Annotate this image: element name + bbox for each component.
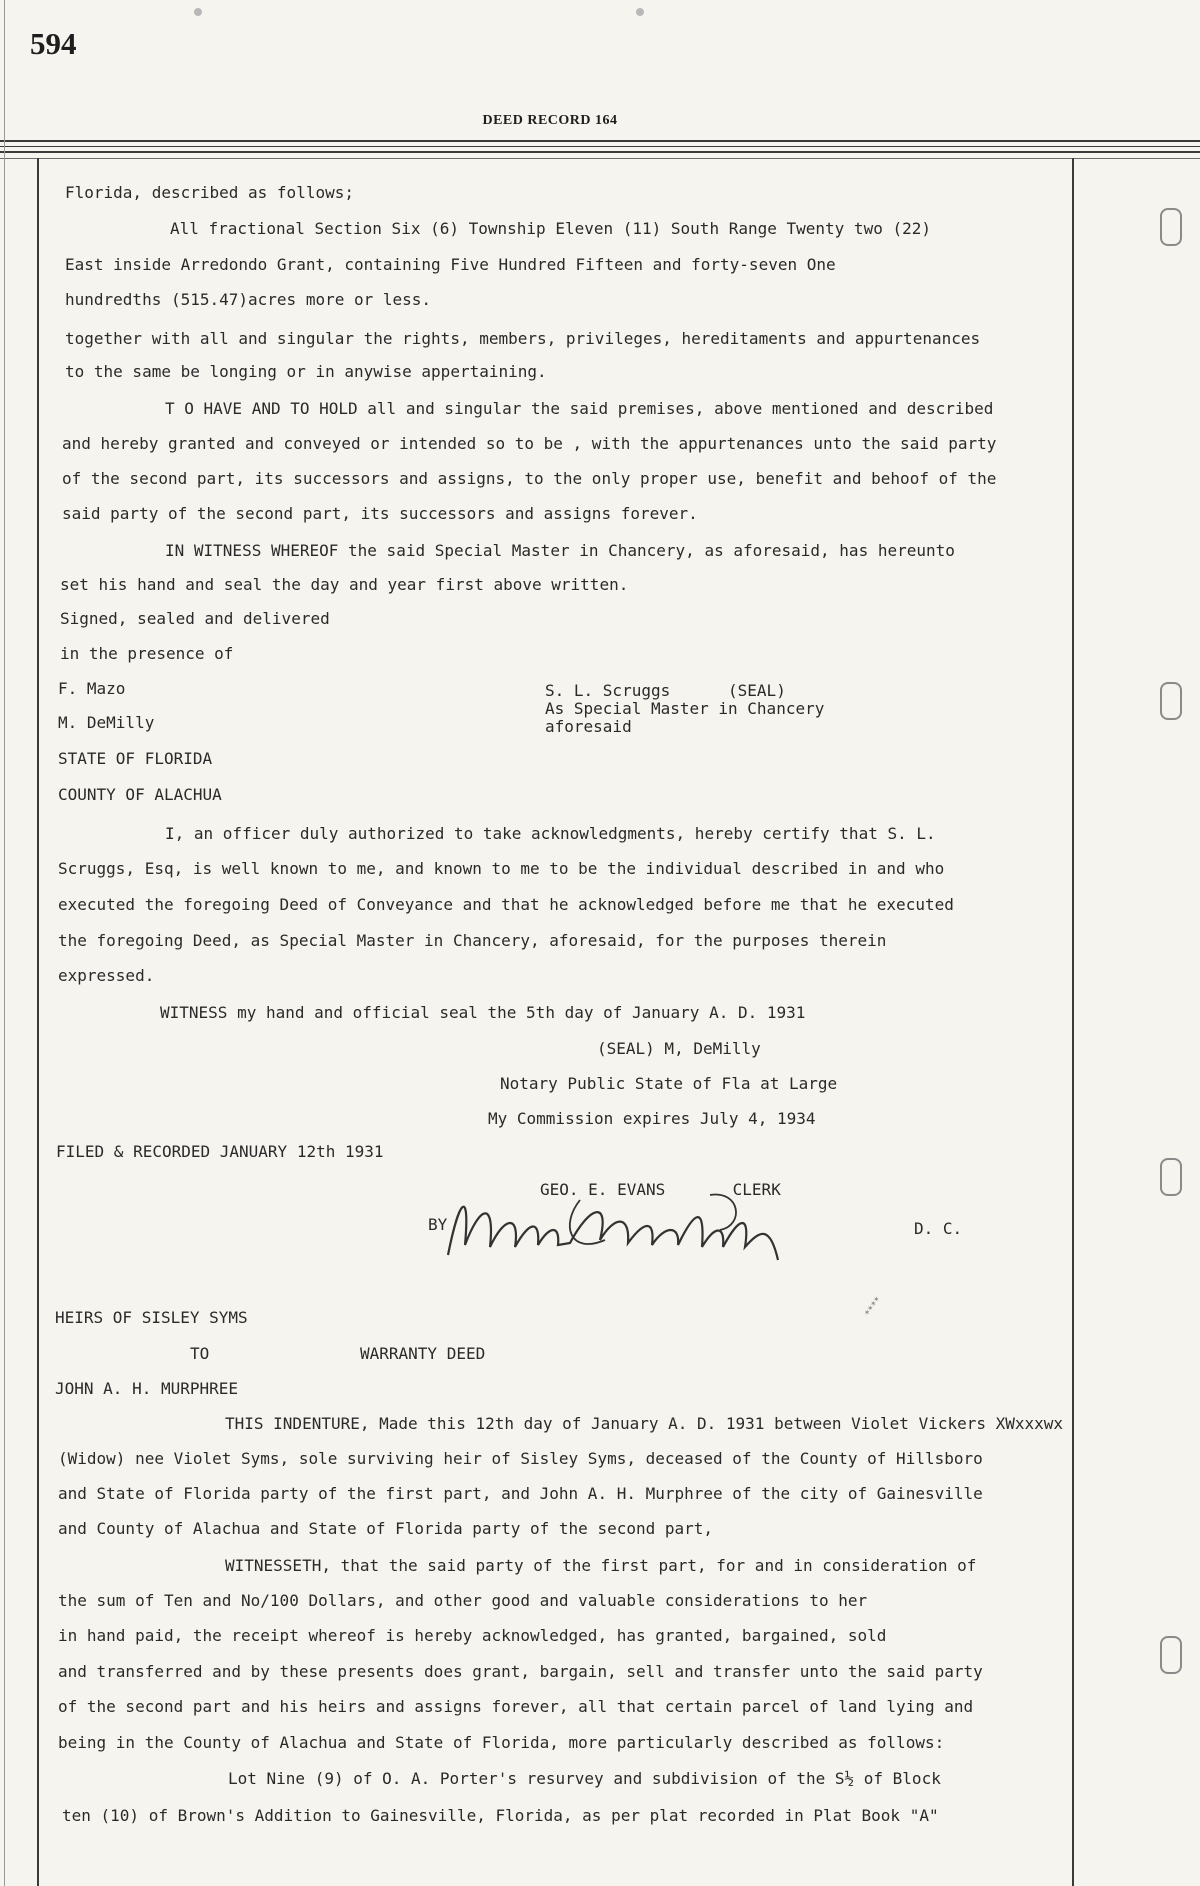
text-line: GEO. E. EVANS CLERK <box>540 1180 781 1199</box>
text-line: BY <box>428 1215 448 1234</box>
text-line: As Special Master in Chancery <box>545 699 825 718</box>
text-line: said party of the second part, its successors and assigns forever. <box>62 504 698 523</box>
text-line: expressed. <box>58 966 155 985</box>
text-line: the sum of Ten and No/100 Dollars, and other good and valuable considerations to her <box>58 1591 868 1610</box>
header-rule-top <box>0 140 1200 142</box>
header-rule-thin <box>0 158 1200 159</box>
text-line: East inside Arredondo Grant, containing Five Hundred Fifteen and forty-seven One <box>65 255 836 274</box>
text-line: M. DeMilly <box>58 713 155 732</box>
text-line: to the same be longing or in anywise appertaining. <box>65 362 547 381</box>
text-line: Signed, sealed and delivered <box>60 609 330 628</box>
text-line: executed the foregoing Deed of Conveyance and that he acknowledged before me that he executed <box>58 895 954 914</box>
text-line: JOHN A. H. MURPHREE <box>55 1379 239 1398</box>
text-line: (SEAL) M, DeMilly <box>597 1039 761 1058</box>
left-margin-line <box>37 158 39 1886</box>
clerk-signature <box>440 1185 820 1275</box>
text-line: All fractional Section Six (6) Township Eleven (11) South Range Twenty two (22) <box>170 219 931 238</box>
text-line: and State of Florida party of the first part, and John A. H. Murphree of the city of Gainesville <box>58 1484 983 1503</box>
text-line: Notary Public State of Fla at Large <box>500 1074 838 1093</box>
binder-ring <box>1160 1158 1182 1196</box>
stamp-mark: ✶✶✶✶ <box>862 1294 883 1318</box>
text-line: I, an officer duly authorized to take acknowledgments, hereby certify that S. L. <box>165 824 936 843</box>
binder-ring <box>1160 1636 1182 1674</box>
text-line: in hand paid, the receipt whereof is hereby acknowledged, has granted, bargained, sold <box>58 1626 887 1645</box>
text-line: D. C. <box>914 1219 963 1238</box>
text-line: and County of Alachua and State of Florida party of the second part, <box>58 1519 714 1538</box>
text-line: of the second part, its successors and assigns, to the only proper use, benefit and behoof of the <box>62 469 997 488</box>
binder-ring <box>1160 208 1182 246</box>
text-line: STATE OF FLORIDA <box>58 749 213 768</box>
text-line: of the second part and his heirs and assigns forever, all that certain parcel of land lying and <box>58 1697 974 1716</box>
text-line: COUNTY OF ALACHUA <box>58 785 222 804</box>
text-line: in the presence of <box>60 644 234 663</box>
text-line: together with all and singular the rights, members, privileges, hereditaments and appurtenances <box>65 329 981 348</box>
text-line: ten (10) of Brown's Addition to Gainesville, Florida, as per plat recorded in Plat Book "A" <box>62 1806 939 1825</box>
text-line: the foregoing Deed, as Special Master in Chancery, aforesaid, for the purposes therein <box>58 931 887 950</box>
text-line: and transferred and by these presents does grant, bargain, sell and transfer unto the said party <box>58 1662 983 1681</box>
text-line: WARRANTY DEED <box>360 1344 486 1363</box>
header-rule-mid <box>0 146 1200 147</box>
header-rule-bottom <box>0 151 1200 153</box>
text-line: hundredths (515.47)acres more or less. <box>65 290 432 309</box>
text-line: (Widow) nee Violet Syms, sole surviving heir of Sisley Syms, deceased of the County of Hillsboro <box>58 1449 983 1468</box>
text-line: and hereby granted and conveyed or intended so to be , with the appurtenances unto the said party <box>62 434 997 453</box>
text-line: WITNESS my hand and official seal the 5th day of January A. D. 1931 <box>160 1003 806 1022</box>
text-line: Florida, described as follows; <box>65 183 354 202</box>
text-line: My Commission expires July 4, 1934 <box>488 1109 816 1128</box>
text-line: THIS INDENTURE, Made this 12th day of January A. D. 1931 between Violet Vickers XWxxxwx <box>225 1414 1064 1433</box>
text-line: S. L. Scruggs (SEAL) <box>545 681 786 700</box>
text-line: Lot Nine (9) of O. A. Porter's resurvey and subdivision of the S½ of Block <box>228 1769 941 1788</box>
text-line: TO <box>190 1344 210 1363</box>
text-line: aforesaid <box>545 717 632 736</box>
text-line: Scruggs, Esq, is well known to me, and known to me to be the individual described in and who <box>58 859 945 878</box>
text-line: IN WITNESS WHEREOF the said Special Master in Chancery, as aforesaid, has hereunto <box>165 541 955 560</box>
binder-ring <box>1160 682 1182 720</box>
paper-speck <box>194 8 202 16</box>
right-margin-line <box>1072 158 1074 1886</box>
record-header: DEED RECORD 164 <box>482 113 618 128</box>
text-line: F. Mazo <box>58 679 126 698</box>
outer-edge-line <box>4 0 5 1886</box>
text-line: HEIRS OF SISLEY SYMS <box>55 1308 248 1327</box>
page-number: 594 <box>30 26 77 61</box>
text-line: FILED & RECORDED JANUARY 12th 1931 <box>56 1142 384 1161</box>
text-line: set his hand and seal the day and year first above written. <box>60 575 629 594</box>
text-line: being in the County of Alachua and State of Florida, more particularly described as follows: <box>58 1733 945 1752</box>
text-line: T O HAVE AND TO HOLD all and singular the said premises, above mentioned and described <box>165 399 994 418</box>
text-line: WITNESSETH, that the said party of the first part, for and in consideration of <box>225 1556 977 1575</box>
paper-speck <box>636 8 644 16</box>
